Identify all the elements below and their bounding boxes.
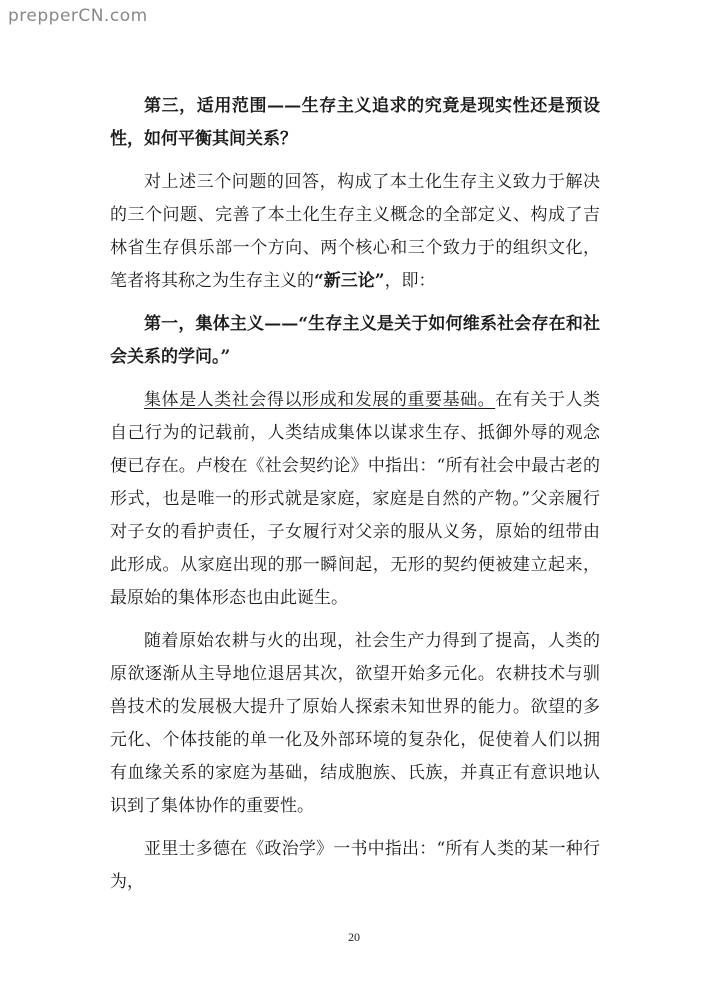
- section-heading-3: 第三，适用范围——生存主义追求的究竟是现实性还是预设性，如何平衡其间关系？: [110, 96, 600, 149]
- section-heading-1: 第一，集体主义——“生存主义是关于如何维系社会存在和社会关系的学问。”: [110, 314, 600, 367]
- emphasis-new-three-theories: “新三论”: [314, 271, 385, 291]
- paragraph-text: 在有关于人类自己行为的记载前，人类结成集体以谋求生存、抵御外辱的观念便已存在。卢梭在《社会契约论》中指出：“所有社会中最古老的形式，也是唯一的形式就是家庭，家庭是自然的产物。”父亲履行对子女的看护责任，子女履行对父亲的服从义务，原始的纽带由此形成。从家庭出现的那一瞬间起，无形的契约便被建立起来，最原始的集体形态也由此诞生。: [110, 390, 601, 608]
- paragraph-agriculture: 随着原始农耕与火的出现，社会生产力得到了提高，人类的原欲逐渐从主导地位退居其次，欲望开始多元化。农耕技术与驯兽技术的发展极大提升了原始人探索未知世界的能力。欲望的多元化、个体技能的单一化及外部环境的复杂化，促使着人们以拥有血缘关系的家庭为基础，结成胞族、氏族，并真正有意识地认识到了集体协作的重要性。: [110, 631, 600, 816]
- page-number: 20: [348, 930, 360, 944]
- paragraph-text: ，即：: [384, 271, 436, 291]
- paragraph-collective: [110, 384, 600, 615]
- underlined-sentence: 集体是人类社会得以形成和发展的重要基础。: [144, 390, 496, 410]
- paragraph-text: 对上述三个问题的回答，构成了本土化生存主义致力于解决的三个问题、完善了本土化生存主义概念的全部定义、构成了吉林省生存俱乐部一个方向、两个核心和三个致力于的组织文化，笔者将其称之为生存主义的: [110, 172, 600, 291]
- document-body: [110, 90, 600, 909]
- paragraph-new-three-theories: [110, 166, 600, 298]
- watermark: prepperCN.com: [8, 6, 148, 26]
- paragraph-aristotle: 亚里士多德在《政治学》一书中指出：“所有人类的某一种行为，: [110, 839, 600, 892]
